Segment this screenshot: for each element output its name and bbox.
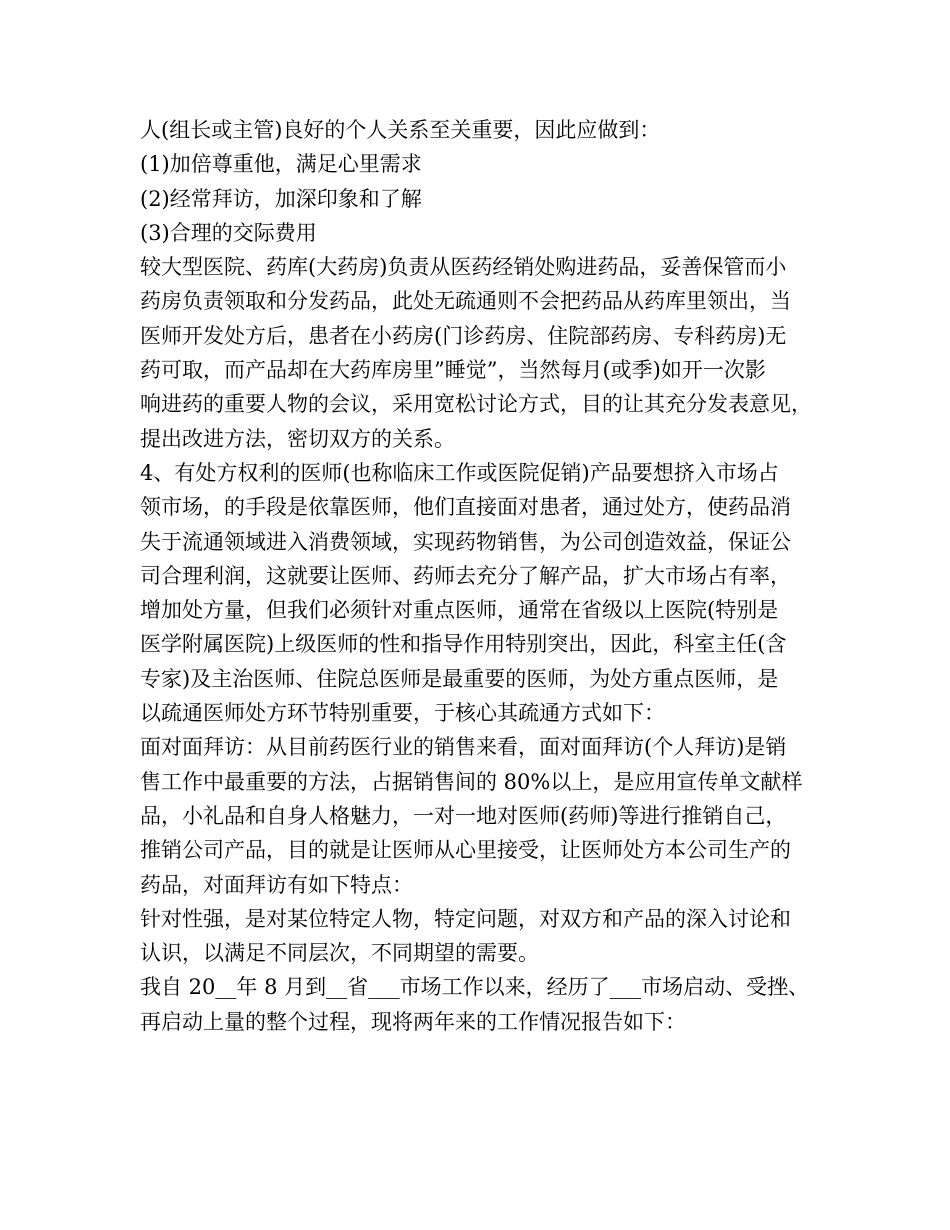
text-line: 4、有处方权利的医师(也称临床工作或医院促销)产品要想挤入市场占 <box>140 460 779 485</box>
text-line: 响进药的重要人物的会议，采用宽松讨论方式，目的让其充分发表意见， <box>140 392 812 417</box>
text-line: 药品，对面拜访有如下特点： <box>140 872 413 897</box>
text-line: 售工作中最重要的方法，占据销售间的 80%以上，是应用宣传单文献样 <box>140 769 803 794</box>
document-body <box>140 113 840 1039</box>
text-line: 人(组长或主管)良好的个人关系至关重要，因此应做到： <box>140 118 661 142</box>
text-line: 推销公司产品，目的就是让医师从心里接受，让医师处方本公司生产的 <box>140 838 791 863</box>
text-line: 司合理利润，这就要让医师、药师去充分了解产品，扩大市场占有率， <box>140 563 791 588</box>
text-line: (2)经常拜访，加深印象和了解 <box>140 186 422 211</box>
text-line: 专家)及主治医师、住院总医师是最重要的医师，为处方重点医师，是 <box>140 666 779 691</box>
text-line: 针对性强，是对某位特定人物，特定问题，对双方和产品的深入讨论和 <box>140 906 791 931</box>
text-line: 提出改进方法，密切双方的关系。 <box>140 426 455 451</box>
text-line: 医学附属医院)上级医师的性和指导作用特别突出，因此，科室主任(含 <box>140 632 787 657</box>
text-line: 医师开发处方后，患者在小药房(门诊药房、住院部药房、专科药房)无 <box>140 323 787 348</box>
text-line: 失于流通领域进入消费领域，实现药物销售，为公司创造效益，保证公 <box>140 529 791 554</box>
text-line: 认识，以满足不同层次，不同期望的需要。 <box>140 941 539 966</box>
text-line: 较大型医院、药库(大药房)负责从医药经销处购进药品，妥善保管而小 <box>140 255 787 280</box>
text-line: (1)加倍尊重他，满足心里需求 <box>140 152 422 177</box>
text-line: 领市场，的手段是依靠医师，他们直接面对患者，通过处方，使药品消 <box>140 495 791 520</box>
text-line: (3)合理的交际费用 <box>140 220 317 245</box>
text-line: 以疏通医师处方环节特别重要，于核心其疏通方式如下： <box>140 701 665 726</box>
text-line: 品，小礼品和自身人格魅力，一对一地对医师(药师)等进行推销自己， <box>140 803 787 828</box>
text-line: 增加处方量，但我们必须针对重点医师，通常在省级以上医院(特别是 <box>140 598 779 623</box>
text-line: 药房负责领取和分发药品，此处无疏通则不会把药品从药库里领出，当 <box>140 289 791 314</box>
text-line: 再启动上量的整个过程，现将两年来的工作情况报告如下： <box>140 1009 686 1034</box>
text-line: 面对面拜访：从目前药医行业的销售来看，面对面拜访(个人拜访)是销 <box>140 735 787 760</box>
text-line: 药可取，而产品却在大药库房里”睡觉”，当然每月(或季)如开一次影 <box>140 358 766 383</box>
text-line: 我自 20__年 8 月到__省___市场工作以来，经历了___市场启动、受挫、 <box>140 975 810 1000</box>
